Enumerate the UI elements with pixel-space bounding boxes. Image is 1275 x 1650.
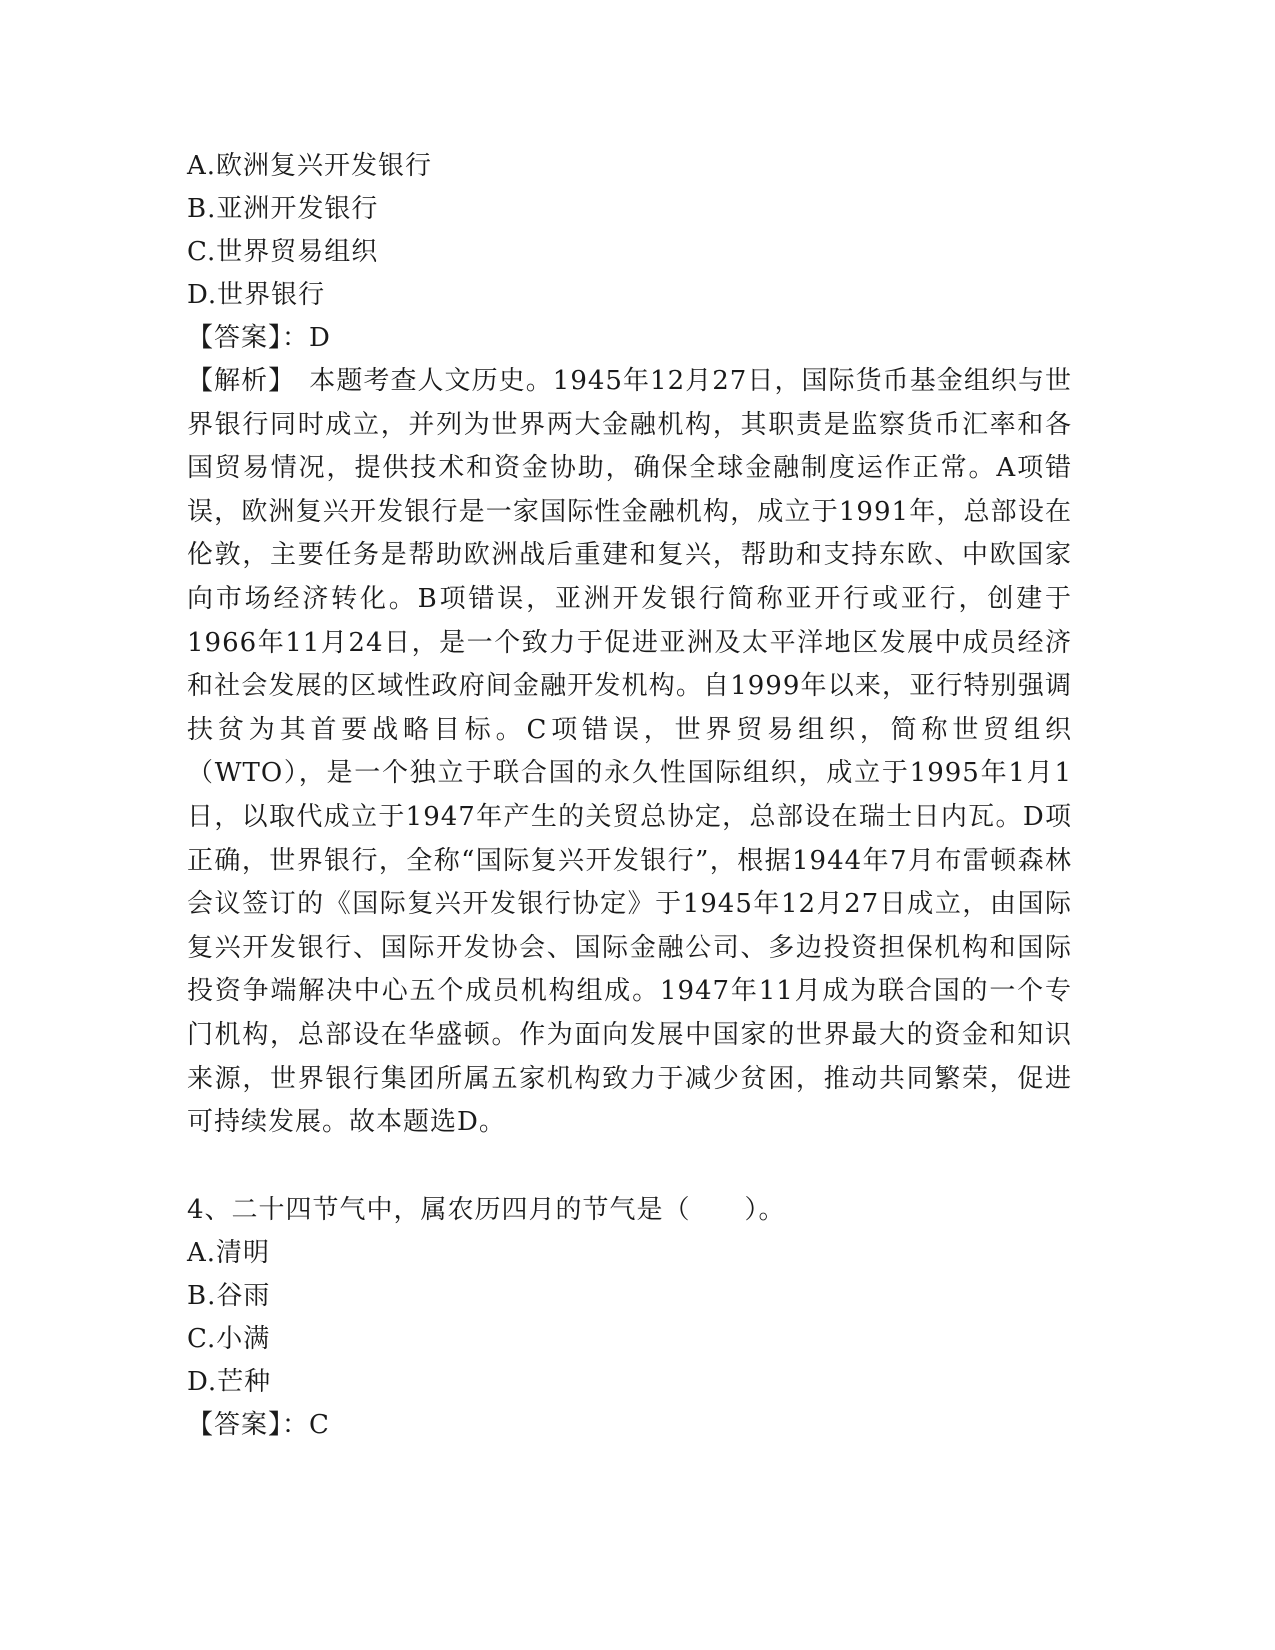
answer-line: 【答案】：C (187, 1410, 330, 1440)
question-3-block (187, 145, 1087, 1145)
option-a: A.欧洲复兴开发银行 (187, 151, 433, 181)
option-a: A.清明 (187, 1238, 271, 1268)
option-b: B.谷雨 (187, 1281, 271, 1311)
option-d: D.芒种 (187, 1367, 272, 1397)
answer-line: 【答案】：D (187, 323, 331, 353)
option-d: D.世界银行 (187, 280, 326, 310)
question-stem: 4、二十四节气中，属农历四月的节气是（ ）。 (187, 1195, 786, 1225)
option-c: C.小满 (187, 1324, 271, 1354)
question-4-block (187, 1189, 1087, 1447)
option-c: C.世界贸易组织 (187, 237, 379, 267)
analysis-paragraph: 【解析】 本题考查人文历史。1945年12月27日，国际货币基金组织与世界银行同时成立，并列为世界两大金融机构，其职责是监察货币汇率和各国贸易情况，提供技术和资金协助，确保全球金融制度运作正常。A项错误，欧洲复兴开发银行是一家国际性金融机构，成立于1991年，总部设在伦敦，主要任务是帮助欧洲战后重建和复兴，帮助和支持东欧、中欧国家向市场经济转化。B项错误，亚洲开发银行简称亚开行或亚行，创建于1966年11月24日，是一个致力于促进亚洲及太平洋地区发展中成员经济和社会发展的区域性政府间金融开发机构。自1999年以来，亚行特别强调扶贫为其首要战略目标。C项错误，世界贸易组织，简称世贸组织（WTO），是一个独立于联合国的永久性国际组织，成立于1995年1月1日，以取代成立于1947年产生的关贸总协定，总部设在瑞士日内瓦。D项正确，世界银行，全称“国际复兴开发银行”，根据1944年7月布雷顿森林会议签订的《国际复兴开发银行协定》于1945年12月27日成立，由国际复兴开发银行、国际开发协会、国际金融公司、多边投资担保机构和国际投资争端解决中心五个成员机构组成。1947年11月成为联合国的一个专门机构，总部设在华盛顿。作为面向发展中国家的世界最大的资金和知识来源，世界银行集团所属五家机构致力于减少贫困，推动共同繁荣，促进可持续发展。故本题选D。 (187, 366, 1072, 1138)
option-b: B.亚洲开发银行 (187, 194, 379, 224)
